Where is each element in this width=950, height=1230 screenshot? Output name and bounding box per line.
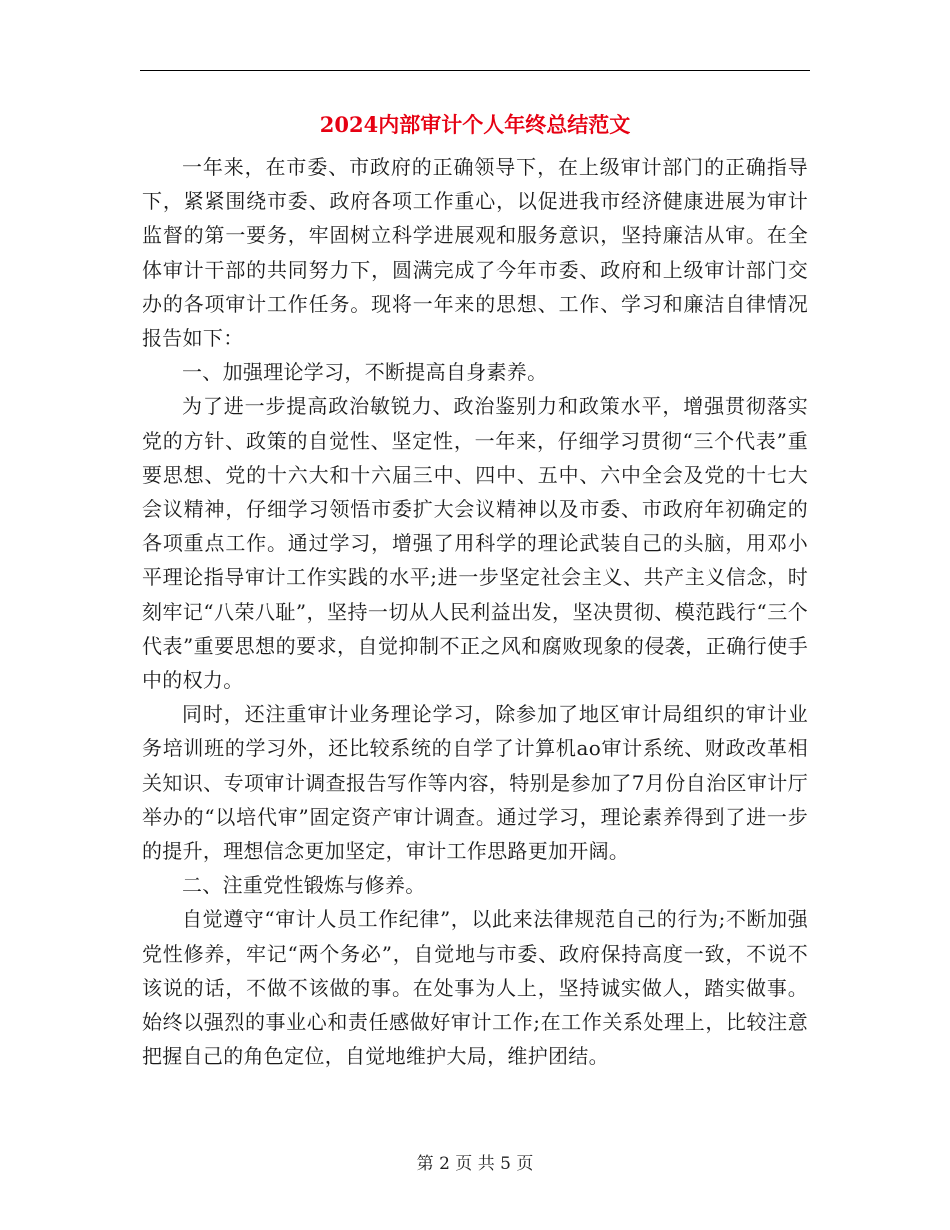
section-heading-2: 二、注重党性锻炼与修养。	[182, 873, 426, 898]
document-body	[142, 150, 808, 1073]
document-title: 2024内部审计个人年终总结范文	[319, 112, 631, 137]
body-paragraph: 同时，还注重审计业务理论学习，除参加了地区审计局组织的审计业务培训班的学习外，还比较系统的自学了计算机ao审计系统、财政改革相关知识、专项审计调查报告写作等内容，特别是参加了7月份自治区审计厅举办的“以培代审”固定资产审计调查。通过学习，理论素养得到了进一步的提升，理想信念更加坚定，审计工作思路更加开阔。	[142, 702, 808, 864]
section-heading-1: 一、加强理论学习，不断提高自身素养。	[182, 360, 548, 385]
body-paragraph: 自觉遵守“审计人员工作纪律”，以此来法律规范自己的行为;不断加强党性修养，牢记“两个务必”，自觉地与市委、政府保持高度一致，不说不该说的话，不做不该做的事。在处事为人上，坚持诚实做人，踏实做事。始终以强烈的事业心和责任感做好审计工作;在工作关系处理上，比较注意把握自己的角色定位，自觉地维护大局，维护团结。	[142, 907, 808, 1069]
intro-paragraph: 一年来，在市委、市政府的正确领导下，在上级审计部门的正确指导下，紧紧围绕市委、政府各项工作重心，以促进我市经济健康进展为审计监督的第一要务，牢固树立科学进展观和服务意识，坚持廉洁从审。在全体审计干部的共同努力下，圆满完成了今年市委、政府和上级审计部门交办的各项审计工作任务。现将一年来的思想、工作、学习和廉洁自律情况报告如下：	[142, 155, 808, 351]
page-number: 第 2 页 共 5 页	[416, 1154, 534, 1174]
body-paragraph: 为了进一步提高政治敏锐力、政治鉴别力和政策水平，增强贯彻落实党的方针、政策的自觉性、坚定性，一年来，仔细学习贯彻“三个代表”重要思想、党的十六大和十六届三中、四中、五中、六中全会及党的十七大会议精神，仔细学习领悟市委扩大会议精神以及市委、市政府年初确定的各项重点工作。通过学习，增强了用科学的理论武装自己的头脑，用邓小平理论指导审计工作实践的水平;进一步坚定社会主义、共产主义信念，时刻牢记“八荣八耻”，坚持一切从人民利益出发，坚决贯彻、模范践行“三个代表”重要思想的要求，自觉抑制不正之风和腐败现象的侵袭，正确行使手中的权力。	[142, 394, 808, 693]
header-rule	[140, 70, 810, 71]
